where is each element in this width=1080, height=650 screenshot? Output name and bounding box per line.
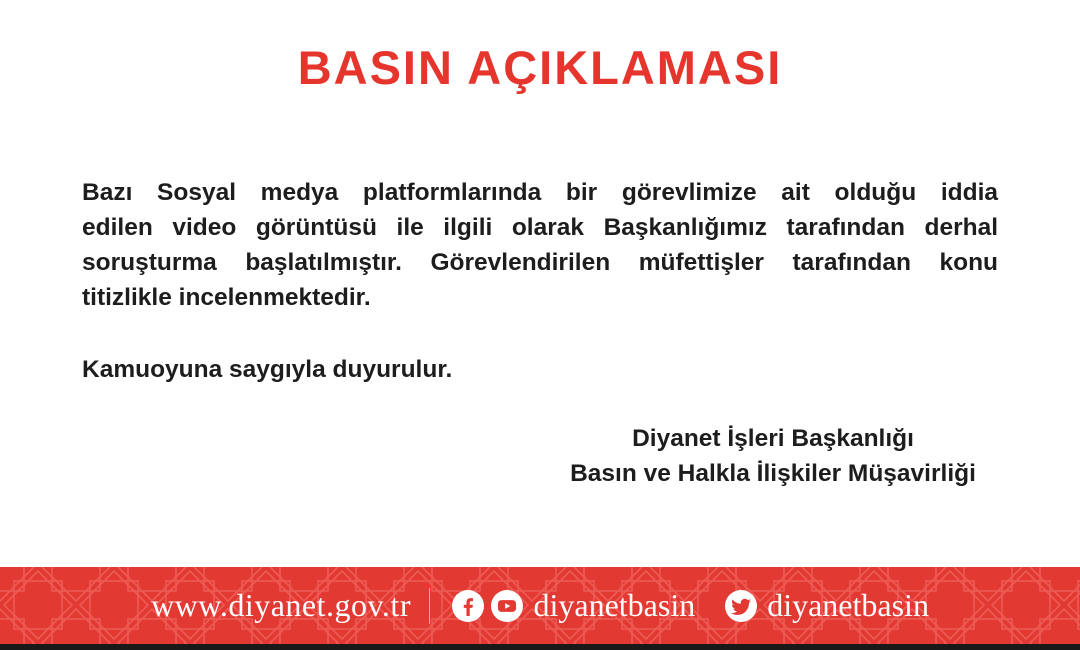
signature-block bbox=[538, 421, 1008, 491]
footer-divider bbox=[429, 588, 431, 624]
signature-institution: Diyanet İşleri Başkanlığı bbox=[632, 425, 914, 452]
closing-line: Kamuoyuna saygıyla duyurulur. bbox=[82, 356, 453, 383]
paragraph-line: soruşturma başlatılmıştır. Görevlendirilen müfettişler tarafından konu bbox=[82, 249, 998, 276]
bottom-black-strip bbox=[0, 644, 1080, 650]
signature-department: Basın ve Halkla İlişkiler Müşavirliği bbox=[570, 460, 976, 487]
twitter-icon bbox=[725, 590, 757, 622]
youtube-icon bbox=[491, 590, 523, 622]
facebook-youtube-handle: diyanetbasin bbox=[533, 587, 696, 623]
announcement-paragraph bbox=[82, 175, 998, 315]
footer-bar bbox=[0, 567, 1080, 644]
website-url: www.diyanet.gov.tr bbox=[151, 587, 411, 623]
twitter-handle: diyanetbasin bbox=[767, 587, 929, 623]
facebook-icon bbox=[452, 590, 484, 622]
paragraph-line: Bazı Sosyal medya platformlarında bir görevlimize ait olduğu iddia bbox=[82, 179, 998, 206]
paragraph-line: edilen video görüntüsü ile ilgili olarak Başkanlığımız tarafından derhal bbox=[82, 214, 998, 241]
paragraph-line: titizlikle incelenmektedir. bbox=[82, 284, 371, 311]
footer-content bbox=[0, 567, 1080, 644]
page-title: BASIN AÇIKLAMASI bbox=[297, 41, 783, 94]
